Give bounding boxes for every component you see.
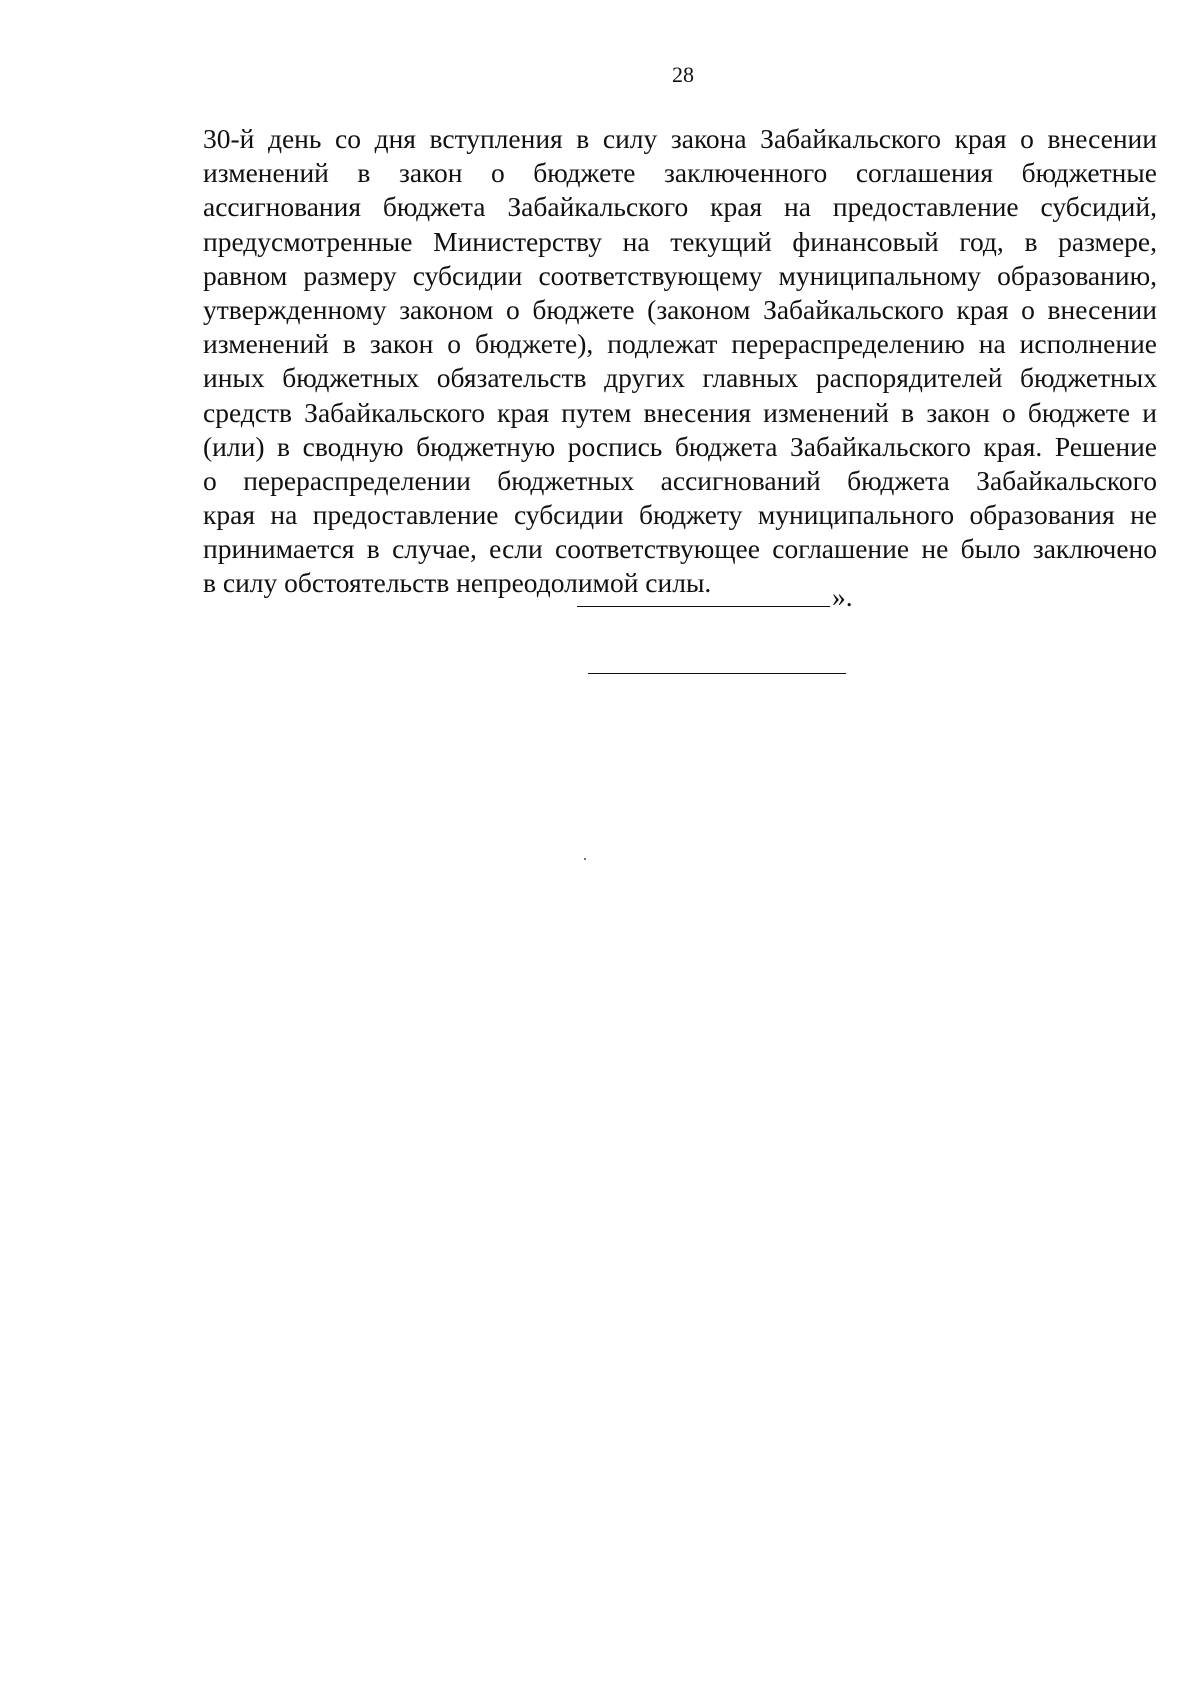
body-line: утвержденному законом о бюджете (законом Забайкальского края о внесении [203,293,1157,325]
document-end-rule [588,673,846,674]
body-line: средств Забайкальского края путем внесения изменений в закон о бюджете и [203,396,1157,428]
closing-quote-mark: ». [832,581,853,612]
body-line-last: в силу обстоятельств непреодолимой силы. [203,567,712,599]
closing-line [577,580,853,614]
body-line: предусмотренные Министерству на текущий финансовый год, в размере, [203,225,1157,257]
body-line: (или) в сводную бюджетную роспись бюджета Забайкальского края. Решение [203,430,1157,462]
closing-rule [577,606,830,607]
body-line: изменений в закон о бюджете заключенного соглашения бюджетные [203,157,1157,189]
body-line: равном размеру субсидии соответствующему муниципальному образованию, [203,259,1157,291]
body-line: изменений в закон о бюджете), подлежат перераспределению на исполнение [203,328,1157,360]
body-line: иных бюджетных обязательств других главных распорядителей бюджетных [203,362,1157,394]
body-line: ассигнования бюджета Забайкальского края на предоставление субсидий, [203,191,1157,223]
page-number: 28 [672,62,694,87]
scan-speck [584,858,586,860]
body-line: 30-й день со дня вступления в силу закона Забайкальского края о внесении [203,123,1157,154]
body-paragraph [203,122,1157,601]
body-line: о перераспределении бюджетных ассигнований бюджета Забайкальского [203,464,1157,496]
body-line: принимается в случае, если соответствующее соглашение не было заключено [203,533,1157,565]
body-line: края на предоставление субсидии бюджету муниципального образования не [203,499,1157,531]
